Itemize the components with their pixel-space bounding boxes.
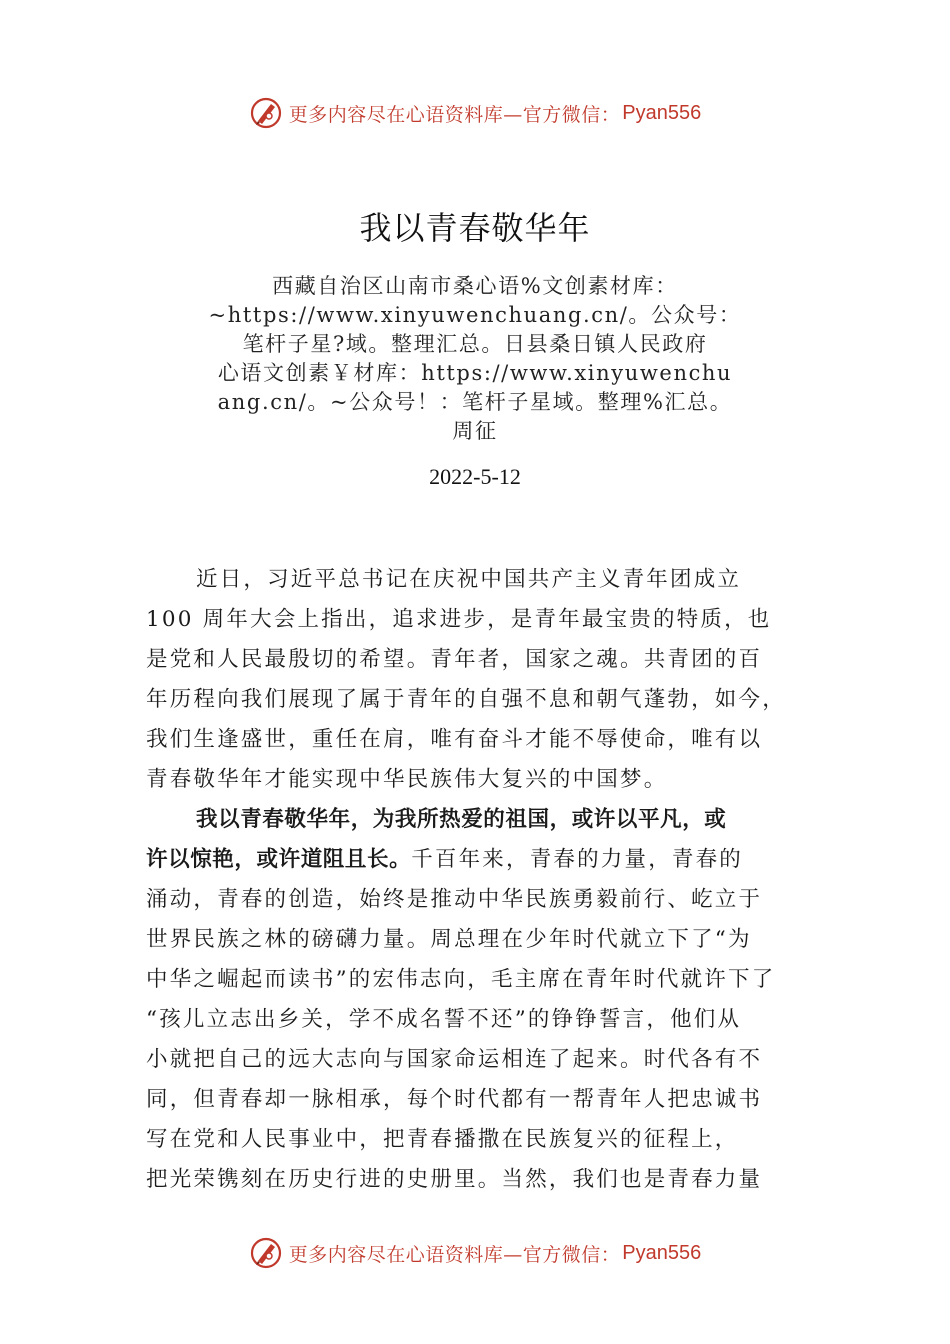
source-line: 西藏自治区山南市桑心语%文创素材库：: [272, 274, 678, 298]
pen-logo-icon: [249, 96, 283, 130]
document-date: 2022-5-12: [429, 464, 521, 489]
paragraph-line-rest: 千百年来，青春的力量，青春的: [411, 847, 744, 872]
bold-lead-sentence: 我以青春敬华年，为我所热爱的祖国，或许以平凡，或: [196, 807, 727, 832]
paragraph-line: 近日，习近平总书记在庆祝中国共产主义青年团成立: [196, 567, 742, 592]
banner-wechat-id: Pyan556: [622, 1241, 702, 1264]
source-line: ~https://www.xinyuwenchuang.cn/。公众号：: [208, 303, 742, 327]
paragraph-line: 是党和人民最殷切的希望。青年者，国家之魂。共青团的百: [146, 647, 763, 672]
paragraph-line: 小就把自己的远大志向与国家命运相连了起来。时代各有不: [146, 1047, 763, 1072]
pen-logo-icon: [249, 1236, 283, 1270]
paragraph-line: [146, 840, 811, 880]
paragraph-line: 涌动，青春的创造，始终是推动中华民族勇毅前行、屹立于: [146, 887, 763, 912]
paragraph-line: 世界民族之林的磅礴力量。周总理在少年时代就立下了“为: [146, 927, 752, 952]
paragraph-line: 我们生逢盛世，重任在肩，唯有奋斗才能不辱使命，唯有以: [146, 727, 763, 752]
paragraph-line: 青春敬华年才能实现中华民族伟大复兴的中国梦。: [146, 767, 668, 792]
document-title: 我以青春敬华年: [359, 209, 591, 247]
source-block: [0, 272, 950, 446]
document-body: [146, 560, 811, 1200]
source-line: ang.cn/。~公众号！：笔杆子星域。整理%汇总。: [217, 390, 733, 414]
paragraph-line: 中华之崛起而读书”的宏伟志向，毛主席在青年时代就许下了: [146, 967, 776, 992]
paragraph-line: 把光荣镌刻在历史行进的史册里。当然，我们也是青春力量: [146, 1167, 763, 1192]
author-name: 周征: [452, 419, 498, 443]
footer-watermark-banner: [0, 1233, 950, 1273]
banner-text: 更多内容尽在心语资料库—官方微信：: [288, 1243, 621, 1266]
banner-wechat-id: Pyan556: [622, 101, 702, 124]
paragraph-line: 同，但青春却一脉相承，每个时代都有一帮青年人把忠诚书: [146, 1087, 763, 1112]
header-watermark-banner: [0, 93, 950, 133]
source-line: 笔杆子星?域。整理汇总。日县桑日镇人民政府: [242, 332, 708, 356]
paragraph-line: 100 周年大会上指出，追求进步，是青年最宝贵的特质，也: [146, 607, 772, 632]
paragraph-line: 年历程向我们展现了属于青年的自强不息和朝气蓬勃，如今，: [146, 687, 786, 712]
source-line: 心语文创素￥材库：https://www.xinyuwenchu: [217, 361, 733, 385]
paragraph-line: 写在党和人民事业中，把青春播撒在民族复兴的征程上，: [146, 1127, 739, 1152]
bold-lead-sentence-end: 许以惊艳，或许道阻且长。: [146, 847, 412, 872]
banner-text: 更多内容尽在心语资料库—官方微信：: [288, 103, 621, 126]
paragraph-line: “孩儿立志出乡关，学不成名誓不还”的铮铮誓言，他们从: [146, 1007, 742, 1032]
